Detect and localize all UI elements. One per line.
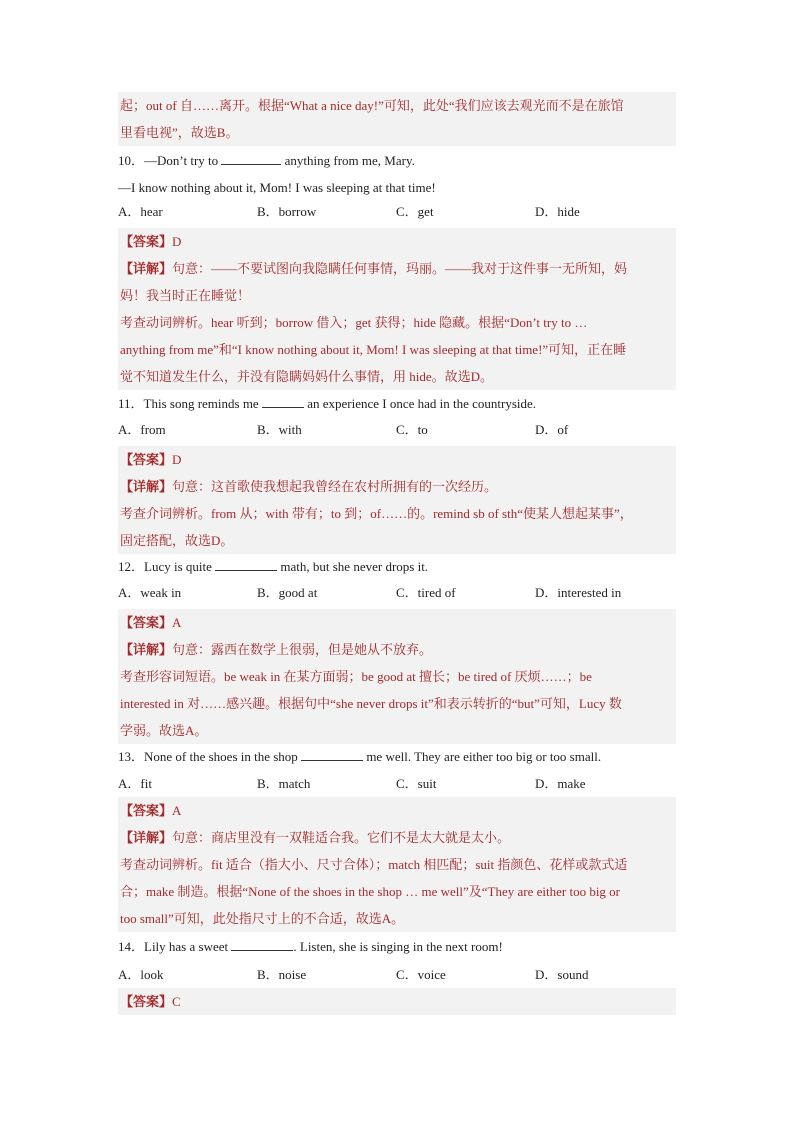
q10-option-c: C．get xyxy=(396,204,434,219)
q10-option-b: B．borrow xyxy=(257,204,317,219)
q13-option-b: B．match xyxy=(257,776,311,791)
q10-explain-line: 觉不知道发生什么，并没有隐瞒妈妈什么事情，用 hide。故选D。 xyxy=(120,369,494,384)
q12-answer-box xyxy=(118,609,676,744)
q12-stem xyxy=(118,553,676,580)
q10-options xyxy=(118,198,676,225)
q13-explain-line: 考查动词辨析。fit 适合（指大小、尺寸合体）；match 相匹配；suit 指颜色、花样或款式适 xyxy=(120,857,628,872)
q12-stem-line: 12．Lucy is quite math, but she never drops it. xyxy=(118,559,429,574)
q13-option-d: D．make xyxy=(535,776,586,791)
q11-answer-line: 【答案】D xyxy=(120,452,182,467)
q10-answer-line: 【答案】D xyxy=(120,234,182,249)
q14-blank xyxy=(231,938,293,951)
q11-blank xyxy=(262,395,304,408)
q14-answer: C xyxy=(172,994,181,1009)
q13-blank xyxy=(301,748,363,761)
q12-option-c: C．tired of xyxy=(396,585,456,600)
q13-answer-box xyxy=(118,797,676,932)
q12-answer: A xyxy=(172,615,182,630)
q13-explain-line: too small”可知，此处指尺寸上的不合适，故选A。 xyxy=(120,911,405,926)
q10-stem-line2: —I know nothing about it, Mom! I was sleeping at that time! xyxy=(118,180,436,195)
q11-option-c: C．to xyxy=(396,422,428,437)
q10-stem-line: 10．—Don’t try to anything from me, Mary. xyxy=(118,153,415,168)
q12-explain-line: interested in 对……感兴趣。根据句中“she never drops it”和表示转折的“but”可知，Lucy 数 xyxy=(120,696,622,711)
q11-answer: D xyxy=(172,452,182,467)
q10-blank xyxy=(221,152,281,165)
q12-option-a: A．weak in xyxy=(118,585,182,600)
q14-option-a: A．look xyxy=(118,967,164,982)
q13-explain-line: 【详解】句意：商店里没有一双鞋适合我。它们不是太大就是太小。 xyxy=(120,830,511,845)
q10-explain-line: anything from me”和“I know nothing about it, Mom! I was sleeping at that time!”可知，正在睡 xyxy=(120,342,627,357)
q14-answer-box xyxy=(118,988,676,1015)
q12-blank xyxy=(215,558,277,571)
q10-explain-line: 【详解】句意：——不要试图向我隐瞒任何事情，玛丽。——我对于这件事一无所知，妈 xyxy=(120,261,628,276)
q14-option-c: C．voice xyxy=(396,967,446,982)
q10-answer: D xyxy=(172,234,182,249)
q11-stem-line: 11．This song reminds me an experience I once had in the countryside. xyxy=(118,396,537,411)
q12-explain-line: 考查形容词短语。be weak in 在某方面弱；be good at 擅长；be tired of 厌烦……；be xyxy=(120,669,592,684)
q11-answer-box xyxy=(118,446,676,554)
q11-stem xyxy=(118,390,676,417)
q13-stem-line: 13．None of the shoes in the shop me well. They are either too big or too small. xyxy=(118,749,602,764)
q11-options xyxy=(118,416,676,443)
q14-options xyxy=(118,961,676,988)
q11-option-b: B．with xyxy=(257,422,302,437)
q12-options xyxy=(118,579,676,606)
q12-explain-line: 学弱。故选A。 xyxy=(120,723,208,738)
q13-explain-line: 合；make 制造。根据“None of the shoes in the shop … me well”及“They are either too big or xyxy=(120,884,621,899)
q11-explain-line: 考查介词辨析。from 从；with 带有；to 到；of……的。remind sb of sth“使某人想起某事”， xyxy=(120,506,633,521)
q14-stem xyxy=(118,933,676,960)
q10-option-a: A．hear xyxy=(118,204,163,219)
q13-answer-line: 【答案】A xyxy=(120,803,182,818)
q14-option-b: B．noise xyxy=(257,967,307,982)
q10-explain-line: 考查动词辨析。hear 听到；borrow 借入；get 获得；hide 隐藏。根据“Don’t try to … xyxy=(120,315,588,330)
q11-explain-line: 固定搭配，故选D。 xyxy=(120,533,234,548)
q9-explain-line: 里看电视”，故选B。 xyxy=(120,125,239,140)
q14-answer-line: 【答案】C xyxy=(120,994,181,1009)
q13-options xyxy=(118,770,676,797)
q11-option-a: A．from xyxy=(118,422,166,437)
q11-option-d: D．of xyxy=(535,422,569,437)
q14-option-d: D．sound xyxy=(535,967,589,982)
q11-explain-line: 【详解】句意：这首歌使我想起我曾经在农村所拥有的一次经历。 xyxy=(120,479,498,494)
q9-explanation-box xyxy=(118,92,676,146)
q10-option-d: D．hide xyxy=(535,204,580,219)
q9-explain-line: 起；out of 自……离开。根据“What a nice day!”可知，此处“我们应该去观光而不是在旅馆 xyxy=(120,98,624,113)
q10-explain-line: 妈！我当时正在睡觉！ xyxy=(120,288,251,303)
q13-option-a: A．fit xyxy=(118,776,152,791)
q13-option-c: C．suit xyxy=(396,776,437,791)
q10-answer-box xyxy=(118,228,676,390)
q13-stem xyxy=(118,743,676,770)
q14-stem-line: 14．Lily has a sweet . Listen, she is singing in the next room! xyxy=(118,939,503,954)
q10-stem xyxy=(118,147,676,201)
q12-option-d: D．interested in xyxy=(535,585,622,600)
q13-answer: A xyxy=(172,803,182,818)
q12-explain-line: 【详解】句意：露西在数学上很弱，但是她从不放弃。 xyxy=(120,642,433,657)
q12-option-b: B．good at xyxy=(257,585,318,600)
q12-answer-line: 【答案】A xyxy=(120,615,182,630)
